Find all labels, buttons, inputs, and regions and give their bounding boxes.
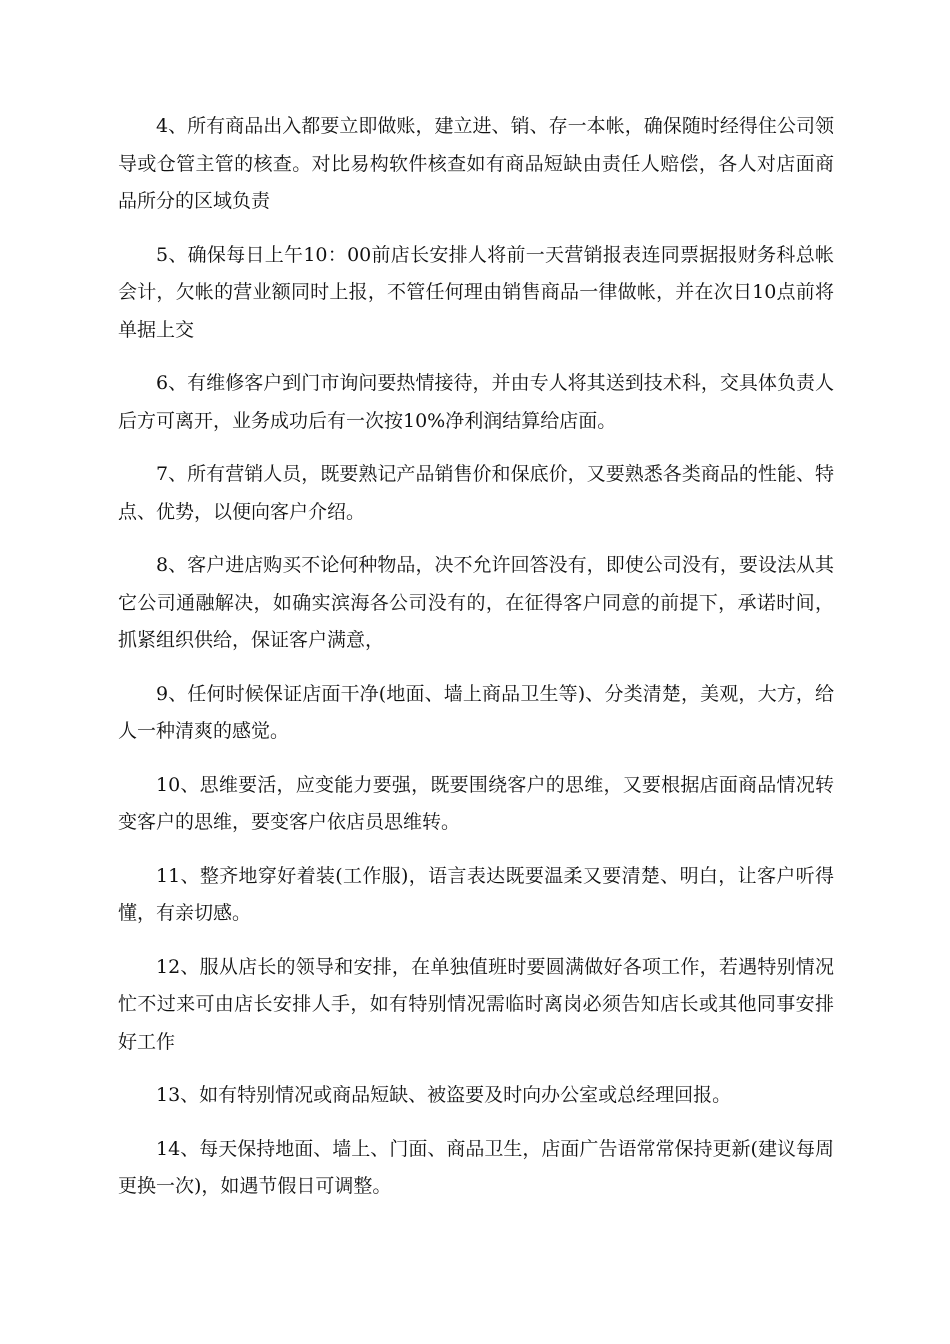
paragraph-item-14: 14、每天保持地面、墙上、门面、商品卫生，店面广告语常常保持更新(建议每周更换一次)，如遇节假日可调整。 [118, 1137, 834, 1197]
paragraph-item-5: 5、确保每日上午10：00前店长安排人将前一天营销报表连同票据报财务科总帐会计，欠帐的营业额同时上报，不管任何理由销售商品一律做帐，并在次日10点前将单据上交 [118, 243, 834, 341]
paragraph-item-13: 13、如有特别情况或商品短缺、被盗要及时向办公室或总经理回报。 [156, 1084, 732, 1106]
paragraph-item-10: 10、思维要活，应变能力要强，既要围绕客户的思维，又要根据店面商品情况转变客户的思维，要变客户依店员思维转。 [118, 773, 834, 833]
paragraph-item-6: 6、有维修客户到门市询问要热情接待，并由专人将其送到技术科，交具体负责人后方可离开，业务成功后有一次按10%净利润结算给店面。 [118, 372, 834, 432]
paragraph-item-8: 8、客户进店购买不论何种物品，决不允许回答没有，即使公司没有，要设法从其它公司通融解决，如确实滨海各公司没有的，在征得客户同意的前提下，承诺时间，抓紧组织供给，保证客户满意， [118, 554, 834, 651]
document-body [118, 108, 834, 1222]
paragraph-item-4: 4、所有商品出入都要立即做账，建立进、销、存一本帐，确保随时经得住公司领导或仓管主管的核查。对比易构软件核查如有商品短缺由责任人赔偿，各人对店面商品所分的区域负责 [118, 115, 834, 212]
paragraph-item-7: 7、所有营销人员，既要熟记产品销售价和保底价，又要熟悉各类商品的性能、特点、优势，以便向客户介绍。 [118, 463, 834, 523]
paragraph-item-9: 9、任何时候保证店面干净(地面、墙上商品卫生等)、分类清楚，美观，大方，给人一种清爽的感觉。 [118, 682, 834, 742]
paragraph-item-11: 11、整齐地穿好着装(工作服)，语言表达既要温柔又要清楚、明白，让客户听得懂，有亲切感。 [118, 864, 834, 924]
paragraph-item-12: 12、服从店长的领导和安排，在单独值班时要圆满做好各项工作，若遇特别情况忙不过来可由店长安排人手，如有特别情况需临时离岗必须告知店长或其他同事安排好工作 [118, 955, 834, 1053]
